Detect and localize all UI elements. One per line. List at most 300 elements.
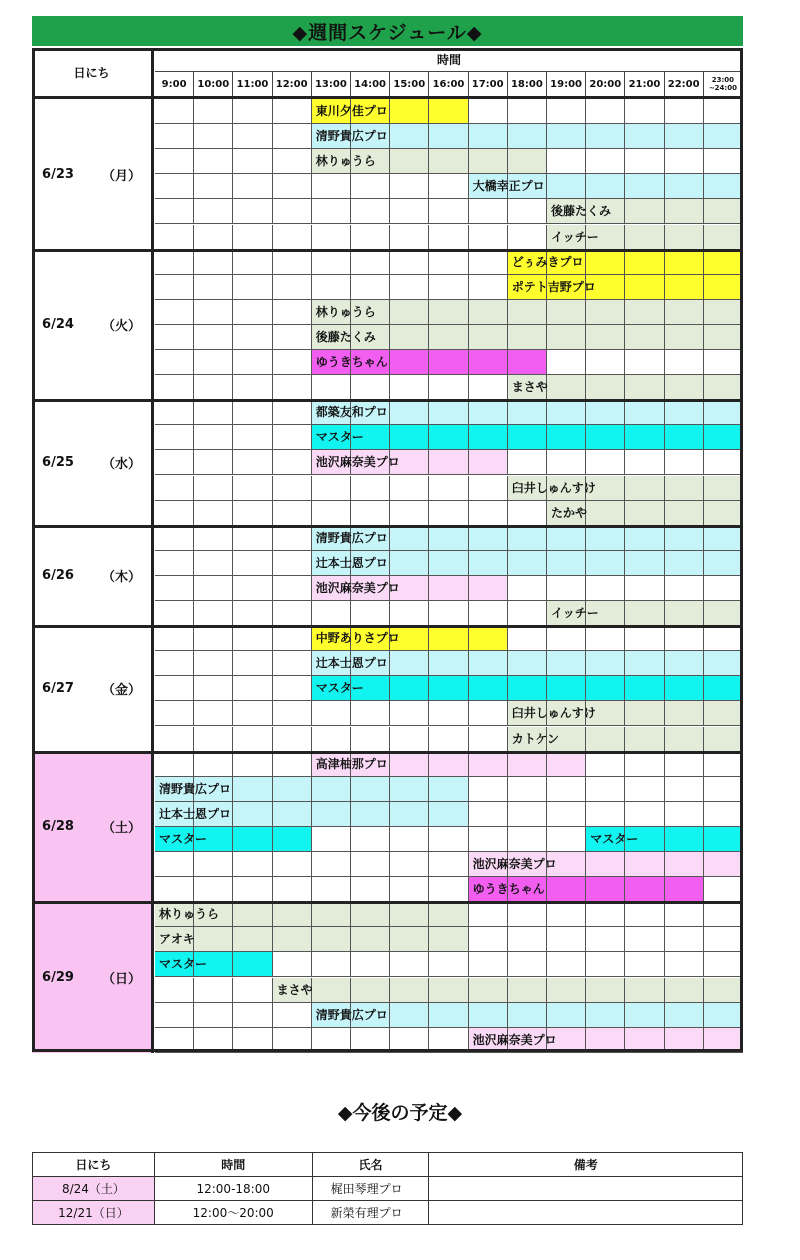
time-cell: [469, 651, 508, 676]
time-cell: [233, 425, 272, 450]
time-cell: [547, 526, 586, 551]
time-cell: [625, 802, 664, 827]
time-cell: [586, 902, 625, 927]
time-cell: [625, 952, 664, 977]
time-cell: [586, 1003, 625, 1028]
time-cell: [469, 952, 508, 977]
booking-name: 臼井しゅんすけ: [511, 706, 596, 721]
time-cell: [469, 752, 508, 777]
schedule-row: [155, 978, 743, 1003]
time-cell: [312, 852, 351, 877]
time-cell: [390, 952, 429, 977]
time-cell: [273, 425, 312, 450]
booking-name: カトケン: [511, 731, 559, 746]
time-cell: [233, 626, 272, 651]
time-cell: [351, 802, 390, 827]
time-cell: [665, 576, 704, 601]
time-cell: [429, 400, 468, 425]
time-cell: [625, 325, 664, 350]
time-cell: [429, 777, 468, 802]
time-cell: [233, 551, 272, 576]
time-cell: [233, 651, 272, 676]
time-cell: [390, 350, 429, 375]
time-cell: [665, 752, 704, 777]
time-cell: [194, 375, 233, 400]
time-cell: [625, 601, 664, 626]
schedule-row: [155, 250, 743, 275]
time-cell: [665, 350, 704, 375]
time-cell: [155, 425, 194, 450]
time-cell: [704, 526, 743, 551]
booking-name: どぅみきプロ: [511, 254, 584, 269]
future-name: 新榮有理プロ: [312, 1201, 429, 1225]
time-cell: [194, 225, 233, 250]
booking-name: 池沢麻奈美プロ: [472, 1032, 557, 1047]
time-cell: [704, 576, 743, 601]
time-cell: [429, 199, 468, 224]
time-cell: [390, 651, 429, 676]
time-cell: [429, 752, 468, 777]
time-cell: [704, 149, 743, 174]
time-cell: [469, 99, 508, 124]
time-cell: [469, 149, 508, 174]
time-cell: [194, 1028, 233, 1053]
header-hour-last-top: 23:00: [711, 76, 735, 84]
header-date-label: 日にち: [32, 48, 154, 96]
time-cell: [469, 1003, 508, 1028]
time-cell: [312, 174, 351, 199]
time-cell: [469, 576, 508, 601]
time-cell: [665, 325, 704, 350]
time-cell: [625, 501, 664, 526]
time-cell: [704, 174, 743, 199]
time-cell: [273, 275, 312, 300]
time-cell: [390, 852, 429, 877]
time-cell: [665, 149, 704, 174]
time-cell: [273, 802, 312, 827]
future-time: 12:00-18:00: [154, 1177, 312, 1201]
time-cell: [586, 99, 625, 124]
time-cell: [469, 626, 508, 651]
time-cell: [194, 651, 233, 676]
schedule-row: [155, 752, 743, 777]
time-cell: [625, 450, 664, 475]
time-cell: [665, 174, 704, 199]
time-cell: [273, 501, 312, 526]
time-cell: [194, 425, 233, 450]
time-cell: [155, 149, 194, 174]
day-weekday: （土）: [101, 821, 141, 837]
time-cell: [508, 576, 547, 601]
header-hour: 15:00: [390, 72, 429, 96]
time-cell: [273, 124, 312, 149]
time-cell: [390, 225, 429, 250]
time-cell: [547, 827, 586, 852]
time-cell: [273, 225, 312, 250]
time-cell: [273, 99, 312, 124]
booking-name: マスター: [590, 831, 639, 846]
time-cell: [194, 501, 233, 526]
time-cell: [704, 450, 743, 475]
booking-name: 林りゅうら: [315, 304, 376, 319]
schedule-row: [155, 952, 743, 977]
time-cell: [704, 952, 743, 977]
time-cell: [351, 927, 390, 952]
time-cell: [665, 827, 704, 852]
time-cell: [586, 877, 625, 902]
time-cell: [586, 727, 625, 752]
schedule-row: [155, 852, 743, 877]
booking-name: イッチー: [551, 606, 599, 620]
time-cell: [547, 400, 586, 425]
time-cell: [469, 476, 508, 501]
time-cell: [194, 877, 233, 902]
time-cell: [469, 601, 508, 626]
booking-name: 臼井しゅんすけ: [511, 480, 596, 495]
time-cell: [586, 551, 625, 576]
time-cell: [155, 852, 194, 877]
time-cell: [233, 877, 272, 902]
time-cell: [704, 601, 743, 626]
day-separator: [32, 249, 743, 252]
time-cell: [233, 927, 272, 952]
time-cell: [390, 99, 429, 124]
time-cell: [586, 626, 625, 651]
future-row: [33, 1201, 743, 1225]
time-cell: [155, 752, 194, 777]
day-weekday: （木）: [101, 570, 141, 586]
time-cell: [665, 802, 704, 827]
time-cell: [273, 174, 312, 199]
time-cell: [704, 275, 743, 300]
time-cell: [508, 978, 547, 1003]
time-cell: [233, 99, 272, 124]
time-cell: [155, 551, 194, 576]
time-cell: [194, 124, 233, 149]
time-cell: [586, 174, 625, 199]
booking-name: 池沢麻奈美プロ: [315, 455, 400, 470]
time-cell: [194, 300, 233, 325]
time-cell: [586, 802, 625, 827]
time-cell: [704, 877, 743, 902]
day-cell: [32, 752, 154, 903]
time-cell: [508, 752, 547, 777]
time-cell: [469, 124, 508, 149]
time-cell: [390, 1003, 429, 1028]
booking-name: まさや: [511, 380, 548, 395]
time-cell: [233, 701, 272, 726]
header-hour-last-bottom: ~24:00: [708, 84, 737, 92]
time-cell: [469, 225, 508, 250]
day-date: 6/24: [42, 317, 74, 333]
time-cell: [429, 325, 468, 350]
schedule-row: [155, 476, 743, 501]
time-cell: [625, 978, 664, 1003]
time-cell: [390, 802, 429, 827]
day-cell: [32, 526, 154, 626]
time-cell: [469, 902, 508, 927]
time-cell: [194, 450, 233, 475]
time-cell: [586, 576, 625, 601]
time-cell: [547, 450, 586, 475]
header-hour: 10:00: [194, 72, 233, 96]
time-cell: [312, 978, 351, 1003]
time-cell: [155, 450, 194, 475]
time-cell: [351, 225, 390, 250]
time-cell: [155, 626, 194, 651]
time-cell: [194, 199, 233, 224]
time-cell: [273, 526, 312, 551]
schedule-row: [155, 877, 743, 902]
booking-name: 東川夕佳プロ: [315, 104, 388, 118]
time-cell: [547, 802, 586, 827]
time-cell: [351, 952, 390, 977]
schedule-row: [155, 325, 743, 350]
day-cell: [32, 626, 154, 752]
day-date: 6/29: [42, 969, 74, 985]
time-cell: [665, 902, 704, 927]
time-cell: [429, 626, 468, 651]
time-cell: [194, 626, 233, 651]
time-cell: [351, 275, 390, 300]
time-cell: [312, 727, 351, 752]
time-cell: [586, 752, 625, 777]
time-cell: [390, 676, 429, 701]
day-separator: [32, 751, 743, 754]
schedule-row: [155, 375, 743, 400]
time-cell: [429, 902, 468, 927]
time-cell: [233, 400, 272, 425]
time-cell: [312, 225, 351, 250]
booking-name: ゆうきちゃん: [315, 355, 388, 369]
time-cell: [351, 199, 390, 224]
time-cell: [390, 727, 429, 752]
time-cell: [625, 425, 664, 450]
time-cell: [429, 952, 468, 977]
time-cell: [233, 476, 272, 501]
time-cell: [469, 827, 508, 852]
day-cell: [32, 902, 154, 1053]
booking-name: 辻本士恩プロ: [159, 806, 232, 821]
time-cell: [665, 877, 704, 902]
header-hour: 13:00: [312, 72, 351, 96]
time-cell: [390, 425, 429, 450]
time-cell: [665, 300, 704, 325]
time-cell: [429, 225, 468, 250]
time-cell: [233, 802, 272, 827]
time-cell: [704, 727, 743, 752]
time-cell: [390, 476, 429, 501]
time-cell: [233, 526, 272, 551]
time-cell: [312, 476, 351, 501]
time-cell: [625, 676, 664, 701]
day-separator: [32, 625, 743, 628]
time-cell: [233, 350, 272, 375]
time-cell: [586, 651, 625, 676]
time-cell: [665, 1028, 704, 1053]
time-cell: [233, 752, 272, 777]
future-header-time: 時間: [154, 1153, 312, 1177]
future-header-note: 備考: [429, 1153, 743, 1177]
time-cell: [547, 952, 586, 977]
time-cell: [390, 978, 429, 1003]
schedule-row: [155, 149, 743, 174]
time-cell: [233, 1028, 272, 1053]
time-cell: [233, 250, 272, 275]
time-cell: [625, 877, 664, 902]
time-cell: [233, 852, 272, 877]
time-cell: [586, 852, 625, 877]
schedule-row: [155, 701, 743, 726]
time-cell: [273, 400, 312, 425]
time-cell: [194, 275, 233, 300]
time-cell: [547, 902, 586, 927]
time-cell: [194, 551, 233, 576]
time-cell: [665, 777, 704, 802]
header-hour: 14:00: [351, 72, 390, 96]
time-cell: [273, 727, 312, 752]
time-cell: [155, 124, 194, 149]
time-cell: [155, 400, 194, 425]
booking-name: 林りゅうら: [315, 154, 376, 169]
time-cell: [625, 149, 664, 174]
time-cell: [273, 877, 312, 902]
time-cell: [155, 978, 194, 1003]
time-cell: [704, 626, 743, 651]
day-separator: [32, 399, 743, 402]
time-cell: [704, 1028, 743, 1053]
time-cell: [469, 450, 508, 475]
time-cell: [469, 425, 508, 450]
booking-name: ゆうきちゃん: [472, 882, 545, 897]
time-cell: [351, 827, 390, 852]
header-hour: 21:00: [625, 72, 664, 96]
time-cell: [547, 626, 586, 651]
time-cell: [547, 124, 586, 149]
time-cell: [547, 375, 586, 400]
time-cell: [625, 99, 664, 124]
time-cell: [508, 325, 547, 350]
time-cell: [665, 1003, 704, 1028]
booking-name: マスター: [315, 430, 364, 445]
time-cell: [155, 325, 194, 350]
time-cell: [547, 927, 586, 952]
time-cell: [665, 701, 704, 726]
schedule-row: [155, 425, 743, 450]
time-cell: [508, 350, 547, 375]
time-cell: [233, 174, 272, 199]
time-cell: [665, 375, 704, 400]
time-cell: [665, 526, 704, 551]
time-cell: [665, 124, 704, 149]
time-cell: [390, 902, 429, 927]
time-cell: [273, 927, 312, 952]
time-cell: [625, 225, 664, 250]
time-cell: [625, 1028, 664, 1053]
time-cell: [547, 174, 586, 199]
time-cell: [233, 225, 272, 250]
time-cell: [429, 250, 468, 275]
time-cell: [429, 425, 468, 450]
schedule-row: [155, 777, 743, 802]
time-cell: [665, 225, 704, 250]
time-cell: [233, 199, 272, 224]
time-cell: [194, 350, 233, 375]
time-cell: [155, 375, 194, 400]
booking-name: たかや: [551, 505, 588, 520]
time-cell: [390, 300, 429, 325]
time-cell: [704, 400, 743, 425]
day-weekday: （月）: [101, 168, 141, 184]
time-cell: [586, 501, 625, 526]
time-cell: [194, 174, 233, 199]
time-cell: [351, 501, 390, 526]
time-cell: [351, 777, 390, 802]
time-cell: [312, 1028, 351, 1053]
time-cell: [273, 250, 312, 275]
time-cell: [273, 1028, 312, 1053]
time-cell: [273, 576, 312, 601]
time-cell: [429, 701, 468, 726]
schedule-row: [155, 199, 743, 224]
time-cell: [665, 501, 704, 526]
time-cell: [194, 526, 233, 551]
time-cell: [469, 526, 508, 551]
time-cell: [194, 250, 233, 275]
time-cell: [155, 1028, 194, 1053]
time-cell: [704, 300, 743, 325]
booking-name: マスター: [315, 681, 364, 696]
time-cell: [390, 325, 429, 350]
time-cell: [273, 601, 312, 626]
time-cell: [586, 350, 625, 375]
time-cell: [390, 250, 429, 275]
time-cell: [704, 325, 743, 350]
time-cell: [233, 676, 272, 701]
time-cell: [155, 727, 194, 752]
future-date: 8/24（土）: [33, 1177, 155, 1201]
time-cell: [704, 701, 743, 726]
schedule-row: [155, 676, 743, 701]
schedule-row: [155, 551, 743, 576]
time-cell: [625, 727, 664, 752]
booking-name: 中野ありさプロ: [315, 631, 400, 646]
booking-name: マスター: [159, 831, 208, 846]
time-cell: [312, 250, 351, 275]
future-date: 12/21（日）: [33, 1201, 155, 1225]
schedule-row: [155, 350, 743, 375]
booking-name: マスター: [159, 957, 208, 972]
time-cell: [273, 300, 312, 325]
time-cell: [273, 676, 312, 701]
time-cell: [429, 124, 468, 149]
future-time: 12:00〜20:00: [154, 1201, 312, 1225]
time-cell: [233, 450, 272, 475]
header-hour: 19:00: [547, 72, 586, 96]
future-header-name: 氏名: [312, 1153, 429, 1177]
day-weekday: （水）: [101, 457, 141, 473]
time-cell: [194, 476, 233, 501]
time-cell: [625, 350, 664, 375]
time-cell: [273, 701, 312, 726]
time-cell: [704, 225, 743, 250]
time-cell: [665, 651, 704, 676]
time-cell: [390, 551, 429, 576]
time-cell: [508, 199, 547, 224]
time-cell: [194, 576, 233, 601]
time-cell: [704, 651, 743, 676]
time-cell: [508, 99, 547, 124]
